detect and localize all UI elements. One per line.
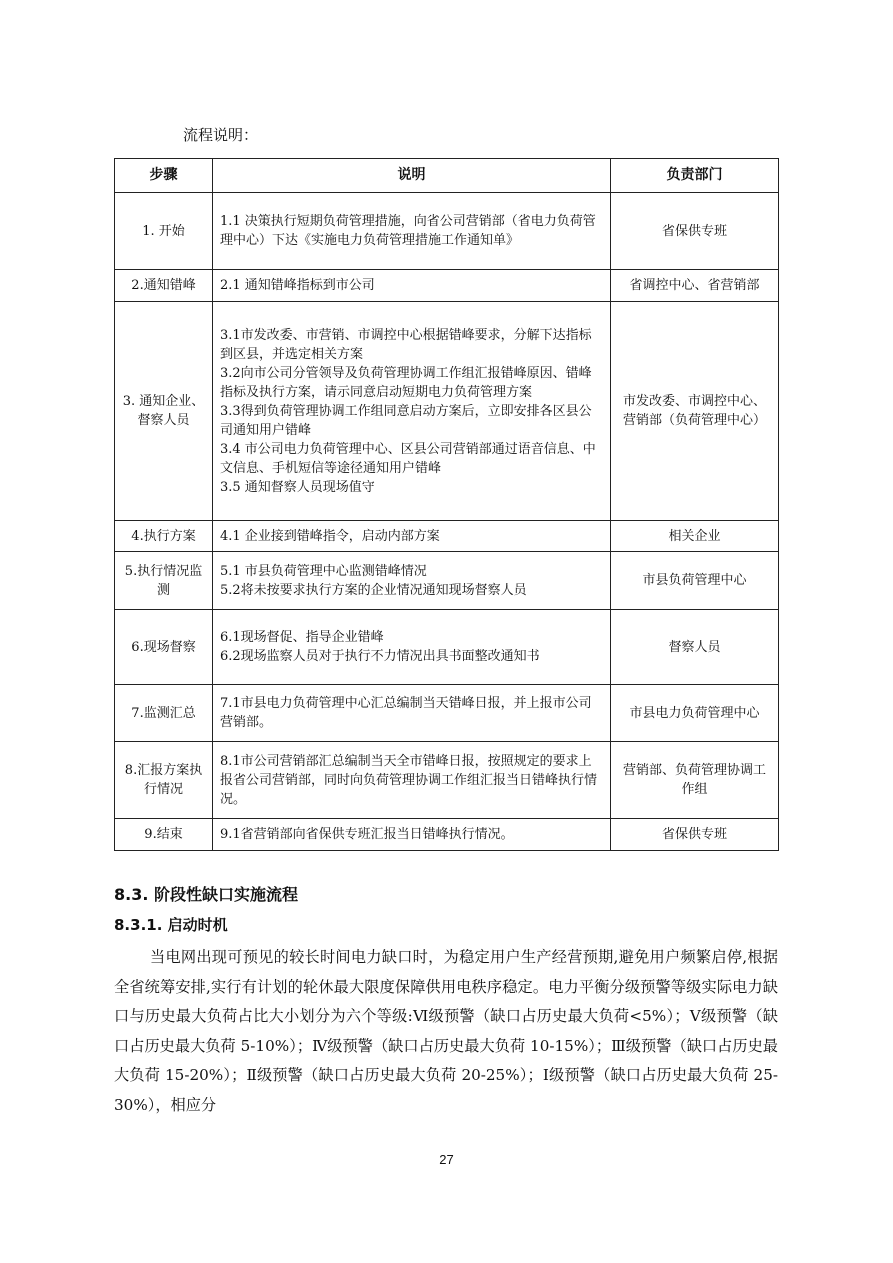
- description-line: 9.1省营销部向省保供专班汇报当日错峰执行情况。: [220, 827, 514, 842]
- description-cell: [213, 552, 611, 610]
- department-cell: 相关企业: [611, 521, 779, 552]
- step-cell: 4.执行方案: [115, 521, 213, 552]
- description-cell: [213, 270, 611, 302]
- process-table: [114, 158, 779, 851]
- department-cell: 督察人员: [611, 610, 779, 685]
- table-row: [115, 685, 779, 742]
- table-row: [115, 552, 779, 610]
- table-row: [115, 193, 779, 270]
- description-line: 8.1市公司营销部汇总编制当天全市错峰日报，按照规定的要求上报省公司营销部，同时向负荷管理协调工作组汇报当日错峰执行情况。: [220, 753, 598, 807]
- step-cell: 1. 开始: [115, 193, 213, 270]
- description-line: 6.1现场督促、指导企业错峰: [220, 630, 384, 645]
- step-cell: 5.执行情况监测: [115, 552, 213, 610]
- department-cell: 营销部、负荷管理协调工作组: [611, 742, 779, 819]
- description-line: 3.3得到负荷管理协调工作组同意启动方案后，立即安排各区县公司通知用户错峰: [220, 403, 592, 438]
- table-row: [115, 610, 779, 685]
- description-cell: [213, 302, 611, 521]
- department-cell: 市县电力负荷管理中心: [611, 685, 779, 742]
- description-cell: [213, 819, 611, 851]
- header-step: 步骤: [115, 159, 213, 193]
- step-cell: 3. 通知企业、督察人员: [115, 302, 213, 521]
- step-cell: 2.通知错峰: [115, 270, 213, 302]
- description-cell: [213, 521, 611, 552]
- subsection-heading: 8.3.1. 启动时机: [114, 916, 228, 934]
- body-paragraph: 当电网出现可预见的较长时间电力缺口时，为稳定用户生产经营预期,避免用户频繁启停,根据全省统筹安排,实行有计划的轮休最大限度保障供用电秩序稳定。电力平衡分级预警等级实际电力缺口与历史最大负荷占比大小划分为六个等级:Ⅵ级预警（缺口占历史最大负荷<5%）；Ⅴ级预警（缺口占历史最大负荷 5-10%）；Ⅳ级预警（缺口占历史最大负荷 10-15%）；Ⅲ级预警（缺口占历史最大负荷 15-20%）；Ⅱ级预警（缺口占历史最大负荷 20-25%）；Ⅰ级预警（缺口占历史最大负荷 25-30%），相应分: [114, 948, 778, 1114]
- description-line: 4.1 企业接到错峰指令，启动内部方案: [220, 528, 440, 544]
- description-cell: [213, 193, 611, 270]
- description-line: 7.1市县电力负荷管理中心汇总编制当天错峰日报，并上报市公司营销部。: [220, 696, 592, 730]
- table-row: [115, 302, 779, 521]
- table-row: [115, 742, 779, 819]
- description-cell: [213, 742, 611, 819]
- step-cell: 8.汇报方案执行情况: [115, 742, 213, 819]
- department-cell: 省保供专班: [611, 193, 779, 270]
- description-line: 3.2向市公司分管领导及负荷管理协调工作组汇报错峰原因、错峰指标及执行方案，请示同意启动短期电力负荷管理方案: [220, 365, 592, 400]
- description-line: 1.1 决策执行短期负荷管理措施，向省公司营销部（省电力负荷管理中心）下达《实施电力负荷管理措施工作通知单》: [220, 214, 596, 248]
- description-line: 5.2将未按要求执行方案的企业情况通知现场督察人员: [220, 582, 527, 598]
- description-line: 3.5 通知督察人员现场值守: [220, 479, 375, 495]
- description-line: 3.4 市公司电力负荷管理中心、区县公司营销部通过语音信息、中文信息、手机短信等途径通知用户错峰: [220, 441, 596, 476]
- table-row: [115, 819, 779, 851]
- description-line: 2.1 通知错峰指标到市公司: [220, 278, 375, 293]
- table-header-row: [115, 159, 779, 193]
- description-cell: [213, 685, 611, 742]
- step-cell: 9.结束: [115, 819, 213, 851]
- department-cell: 省调控中心、省营销部: [611, 270, 779, 302]
- department-cell: 市发改委、市调控中心、营销部（负荷管理中心）: [611, 302, 779, 521]
- department-cell: 省保供专班: [611, 819, 779, 851]
- header-description: 说明: [213, 159, 611, 193]
- page-number: 27: [439, 1152, 454, 1167]
- step-cell: 7.监测汇总: [115, 685, 213, 742]
- step-cell: 6.现场督察: [115, 610, 213, 685]
- section-heading: 8.3. 阶段性缺口实施流程: [114, 885, 298, 904]
- description-line: 3.1市发改委、市营销、市调控中心根据错峰要求，分解下达指标到区县，并选定相关方案: [220, 327, 592, 362]
- table-row: [115, 270, 779, 302]
- table-intro: 流程说明：: [183, 126, 259, 144]
- table-row: [115, 521, 779, 552]
- description-cell: [213, 610, 611, 685]
- description-line: 6.2现场监察人员对于执行不力情况出具书面整改通知书: [220, 649, 540, 664]
- department-cell: 市县负荷管理中心: [611, 552, 779, 610]
- description-line: 5.1 市县负荷管理中心监测错峰情况: [220, 563, 427, 579]
- header-department: 负责部门: [611, 159, 779, 193]
